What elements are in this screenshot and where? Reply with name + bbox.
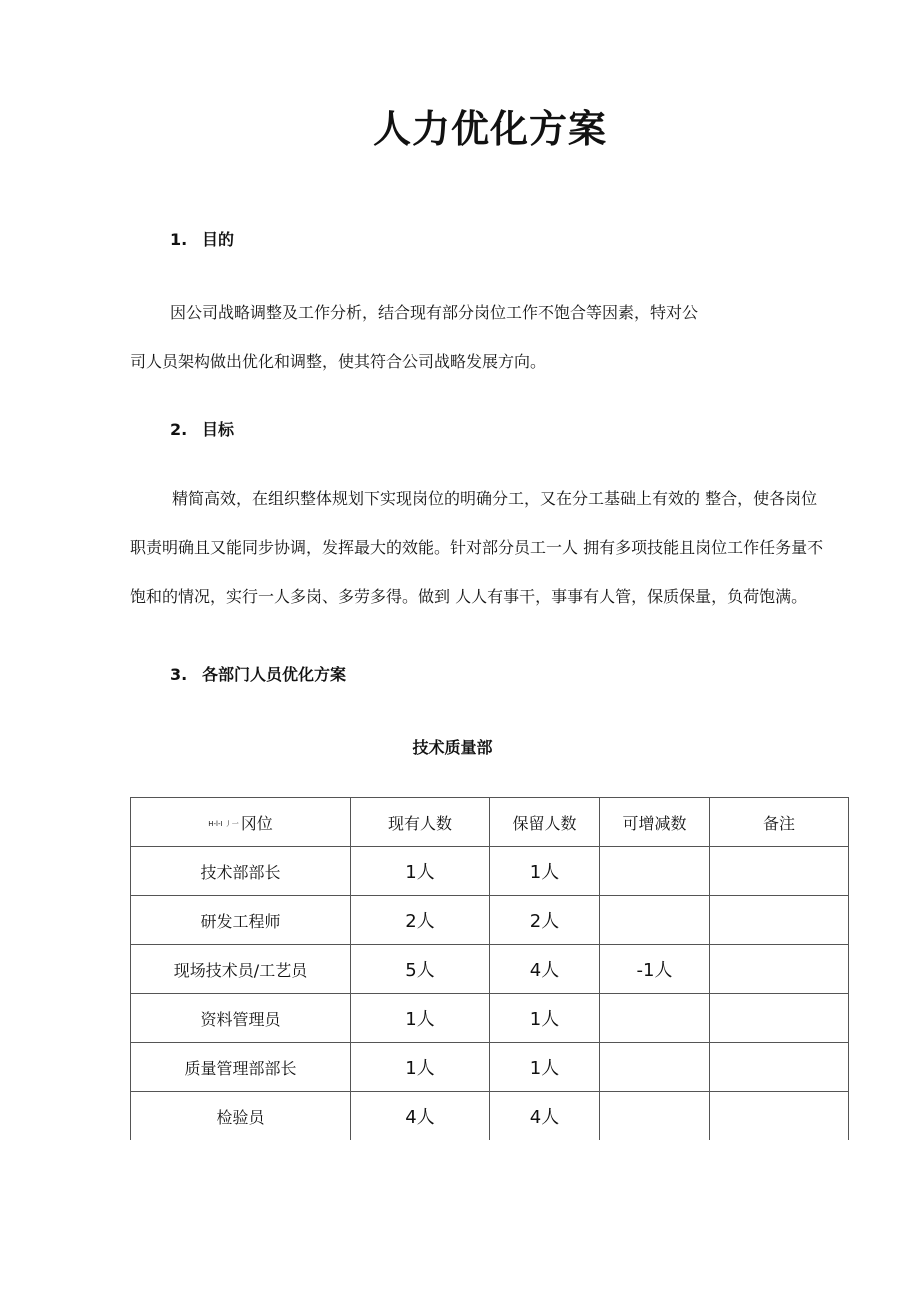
position-cell: 技术部部长 (131, 847, 351, 896)
column-header-change: 可增减数 (600, 798, 710, 847)
position-cell: 质量管理部部长 (131, 1043, 351, 1092)
table-header-row (131, 798, 849, 847)
column-header-position: H-l-I 丿一 冈位 (131, 798, 351, 847)
position-cell: 研发工程师 (131, 896, 351, 945)
change-count-cell (600, 1043, 710, 1092)
position-cell: 资料管理员 (131, 994, 351, 1043)
table-row (131, 896, 849, 945)
table-row (131, 945, 849, 994)
current-count-cell: 5人 (351, 945, 490, 994)
notes-cell (710, 896, 849, 945)
column-header-current: 现有人数 (351, 798, 490, 847)
document-title: 人力优化方案 (372, 107, 607, 151)
notes-cell (710, 994, 849, 1043)
retained-count-cell: 4人 (490, 1092, 600, 1141)
section-title: 目的 (202, 230, 235, 249)
current-count-cell: 1人 (351, 1043, 490, 1092)
retained-count-cell: 4人 (490, 945, 600, 994)
column-header-notes: 备注 (710, 798, 849, 847)
section-number: 1. (170, 230, 188, 249)
position-cell: 现场技术员/工艺员 (131, 945, 351, 994)
section-heading-plan (170, 662, 346, 685)
paragraph-line: 因公司战略调整及工作分析，结合现有部分岗位工作不饱合等因素，特对公 (170, 303, 699, 322)
retained-count-cell: 1人 (490, 994, 600, 1043)
section-heading-purpose (170, 227, 234, 250)
notes-cell (710, 847, 849, 896)
paragraph-line: 司人员架构做出优化和调整，使其符合公司战略发展方向。 (130, 352, 547, 371)
retained-count-cell: 2人 (490, 896, 600, 945)
change-count-cell (600, 847, 710, 896)
paragraph-line: 饱和的情况，实行一人多岗、多劳多得。做到 人人有事干，事事有人管，保质保量，负荷饱满。 (130, 587, 808, 606)
notes-cell (710, 1092, 849, 1141)
paragraph-line: 职责明确且又能同步协调，发挥最大的效能。针对部分员工一人 拥有多项技能且岗位工作任务量不 (130, 538, 824, 557)
table-row (131, 994, 849, 1043)
current-count-cell: 1人 (351, 994, 490, 1043)
current-count-cell: 4人 (351, 1092, 490, 1141)
notes-cell (710, 1043, 849, 1092)
retained-count-cell: 1人 (490, 847, 600, 896)
header-mark: H-l-I 丿一 (208, 820, 239, 828)
change-count-cell (600, 896, 710, 945)
section-number: 3. (170, 665, 188, 684)
section-heading-goal (170, 417, 234, 440)
column-header-retained: 保留人数 (490, 798, 600, 847)
section-number: 2. (170, 420, 188, 439)
paragraph-line: 精简高效，在组织整体规划下实现岗位的明确分工，又在分工基础上有效的 整合，使各岗位 (172, 489, 818, 508)
change-count-cell (600, 1092, 710, 1141)
table-row (131, 1092, 849, 1141)
table-row (131, 1043, 849, 1092)
notes-cell (710, 945, 849, 994)
position-cell: 检验员 (131, 1092, 351, 1141)
section-title: 目标 (202, 420, 235, 439)
change-count-cell (600, 994, 710, 1043)
retained-count-cell: 1人 (490, 1043, 600, 1092)
table-row (131, 847, 849, 896)
table-caption: 技术质量部 (412, 738, 493, 757)
current-count-cell: 2人 (351, 896, 490, 945)
section-title: 各部门人员优化方案 (202, 665, 347, 684)
change-count-cell: -1人 (600, 945, 710, 994)
current-count-cell: 1人 (351, 847, 490, 896)
staffing-table (130, 797, 849, 1140)
